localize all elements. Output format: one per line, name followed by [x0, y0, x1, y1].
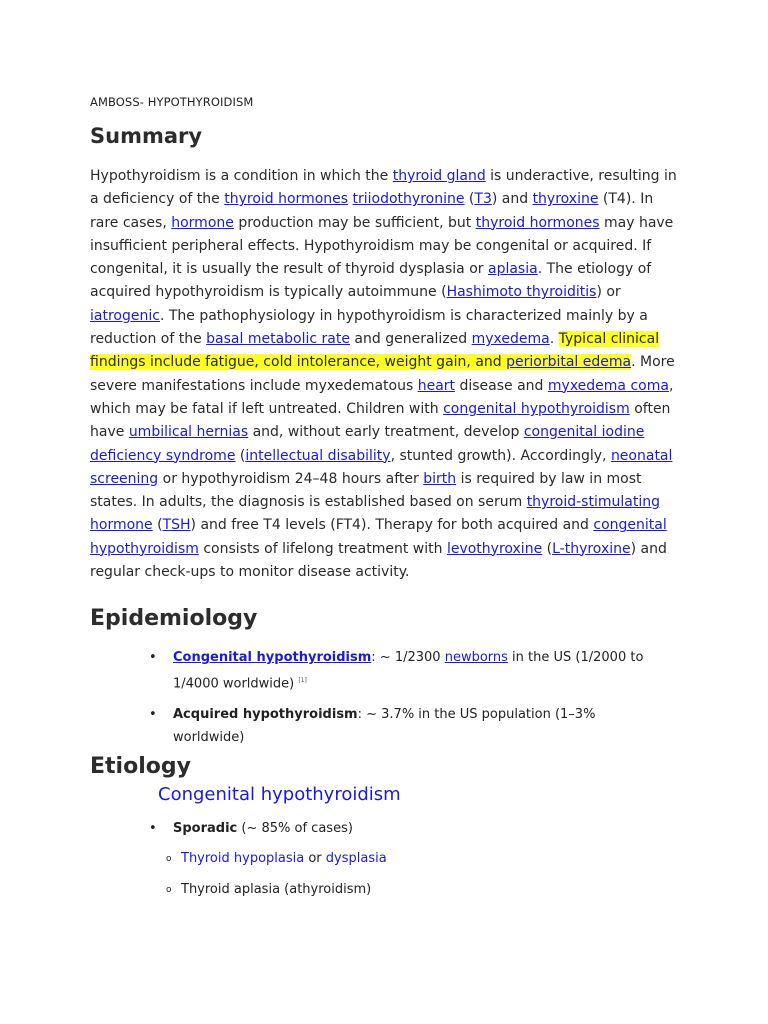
- neonatal-screening-link[interactable]: neonatal screening: [90, 447, 673, 487]
- summary-text: . More severe manifestations include myxedematous: [90, 354, 675, 394]
- bullet-icon: •: [149, 707, 157, 723]
- myxedema-link[interactable]: myxedema: [471, 331, 550, 348]
- summary-text: is required by law in most states. In adults, the diagnosis is established based on serum: [90, 470, 642, 511]
- sporadic-label: Sporadic: [173, 821, 238, 836]
- congenital-hypothyroidism-link-2[interactable]: congenital hypothyroidism: [90, 517, 667, 557]
- reference-marker[interactable]: [1]: [298, 677, 307, 684]
- summary-text: (T4). In rare cases,: [90, 191, 654, 231]
- heart-link[interactable]: heart: [417, 377, 456, 394]
- thyroid-gland-link[interactable]: thyroid gland: [392, 168, 486, 184]
- summary-text: .: [549, 331, 559, 348]
- summary-text: , which may be fatal if left untreated. Children with: [90, 377, 674, 417]
- summary-text: (: [152, 517, 163, 534]
- tsh-link[interactable]: TSH: [162, 517, 191, 534]
- triiodothyronine-link[interactable]: triiodothyronine: [352, 191, 465, 208]
- epidemiology-list: [90, 646, 650, 757]
- summary-text: disease and: [455, 377, 548, 394]
- congenital-hypothyroidism-epi-link[interactable]: Congenital hypothyroidism: [173, 650, 372, 665]
- congenital-iodine-deficiency-syndrome-link[interactable]: congenital iodine deficiency syndrome: [90, 424, 645, 464]
- document-header: AMBOSS- HYPOTHYROIDISM: [90, 95, 254, 109]
- list-text: (~ 85% of cases): [237, 821, 353, 836]
- summary-text: ) and regular check-ups to monitor disease activity.: [90, 540, 667, 581]
- bullet-icon: •: [149, 821, 157, 836]
- summary-text: often have: [90, 400, 671, 441]
- thyroid-hypoplasia-link[interactable]: Thyroid hypoplasia: [181, 851, 305, 866]
- dysplasia-link[interactable]: dysplasia: [325, 851, 387, 866]
- aplasia-link[interactable]: aplasia: [487, 261, 538, 278]
- thyroxine-link[interactable]: thyroxine: [532, 191, 599, 208]
- summary-text: ) and free T4 levels (FT4). Therapy for both acquired and: [190, 517, 594, 534]
- levothyroxine-link[interactable]: levothyroxine: [446, 540, 543, 557]
- congenital-hypothyroidism-link[interactable]: congenital hypothyroidism: [443, 400, 630, 417]
- summary-text: . The etiology of acquired hypothyroidism is typically autoimmune (: [90, 261, 652, 301]
- summary-text: ) and: [491, 191, 533, 208]
- summary-text: Hypothyroidism is a condition in which the: [90, 168, 393, 184]
- congenital-hypothyroidism-subheading: Congenital hypothyroidism: [158, 784, 401, 805]
- l-thyroxine-link[interactable]: L-thyroxine: [552, 540, 631, 557]
- birth-link[interactable]: birth: [423, 470, 457, 487]
- circle-bullet-icon: o: [166, 885, 172, 895]
- t3-link[interactable]: T3: [474, 191, 492, 208]
- list-text: or: [304, 851, 326, 866]
- acquired-hypothyroidism-label: Acquired hypothyroidism: [173, 707, 358, 723]
- summary-text: may have insufficient peripheral effects. Hypothyroidism may be congenital or acquired. If congenital, it is usually the result of thyroid dysplasia or: [90, 214, 674, 278]
- list-text: in the US (1/2000 to 1/4000 worldwide): [173, 650, 644, 692]
- iatrogenic-link[interactable]: iatrogenic: [90, 307, 160, 324]
- summary-text: , stunted growth). Accordingly,: [390, 447, 611, 464]
- list-item: [90, 848, 650, 870]
- list-item: [90, 818, 650, 840]
- summary-text: is underactive, resulting in a deficiency of the: [90, 168, 677, 208]
- thyroid-stimulating-hormone-link[interactable]: thyroid-stimulating hormone: [90, 494, 660, 534]
- summary-text: (: [464, 191, 475, 208]
- list-item: [90, 879, 650, 901]
- list-text: : ~ 1/2300: [371, 650, 445, 665]
- summary-text: (: [542, 540, 553, 557]
- summary-text: and generalized: [349, 331, 472, 348]
- etiology-heading: Etiology: [90, 754, 191, 779]
- newborns-link[interactable]: newborns: [444, 650, 508, 665]
- summary-paragraph: [90, 165, 678, 584]
- myxedema-coma-link[interactable]: myxedema coma: [547, 377, 669, 394]
- periorbital-edema-link[interactable]: periorbital edema: [506, 354, 632, 371]
- list-text: : ~ 3.7% in the US population (1–3% worldwide): [173, 707, 596, 746]
- bullet-icon: •: [149, 650, 157, 665]
- summary-text: consists of lifelong treatment with: [198, 540, 447, 557]
- summary-text: and, without early treatment, develop: [248, 424, 524, 441]
- circle-bullet-icon: o: [166, 854, 172, 864]
- summary-heading: Summary: [90, 124, 203, 148]
- hashimoto-thyroiditis-link[interactable]: Hashimoto thyroiditis: [446, 284, 597, 301]
- list-item: [90, 703, 650, 749]
- summary-text: production may be sufficient, but: [233, 214, 476, 231]
- summary-text: (: [235, 447, 246, 464]
- highlighted-text: Typical clinical findings include fatigue, cold intolerance, weight gain, and: [90, 331, 660, 371]
- summary-text: ) or: [596, 284, 621, 301]
- epidemiology-heading: Epidemiology: [90, 606, 258, 631]
- umbilical-hernias-link[interactable]: umbilical hernias: [128, 424, 249, 441]
- list-text: Thyroid aplasia (athyroidism): [181, 882, 372, 897]
- summary-text: or hypothyroidism 24–48 hours after: [158, 470, 424, 487]
- thyroid-hormones-link[interactable]: thyroid hormones: [224, 191, 349, 208]
- list-item: [90, 646, 650, 695]
- thyroid-hormones-link-2[interactable]: thyroid hormones: [475, 214, 600, 231]
- basal-metabolic-rate-link[interactable]: basal metabolic rate: [206, 331, 350, 348]
- intellectual-disability-link[interactable]: intellectual disability: [245, 447, 391, 464]
- etiology-list: [90, 818, 650, 910]
- summary-text: . The pathophysiology in hypothyroidism is characterized mainly by a reduction of the: [90, 307, 648, 348]
- hormone-link[interactable]: hormone: [171, 214, 234, 231]
